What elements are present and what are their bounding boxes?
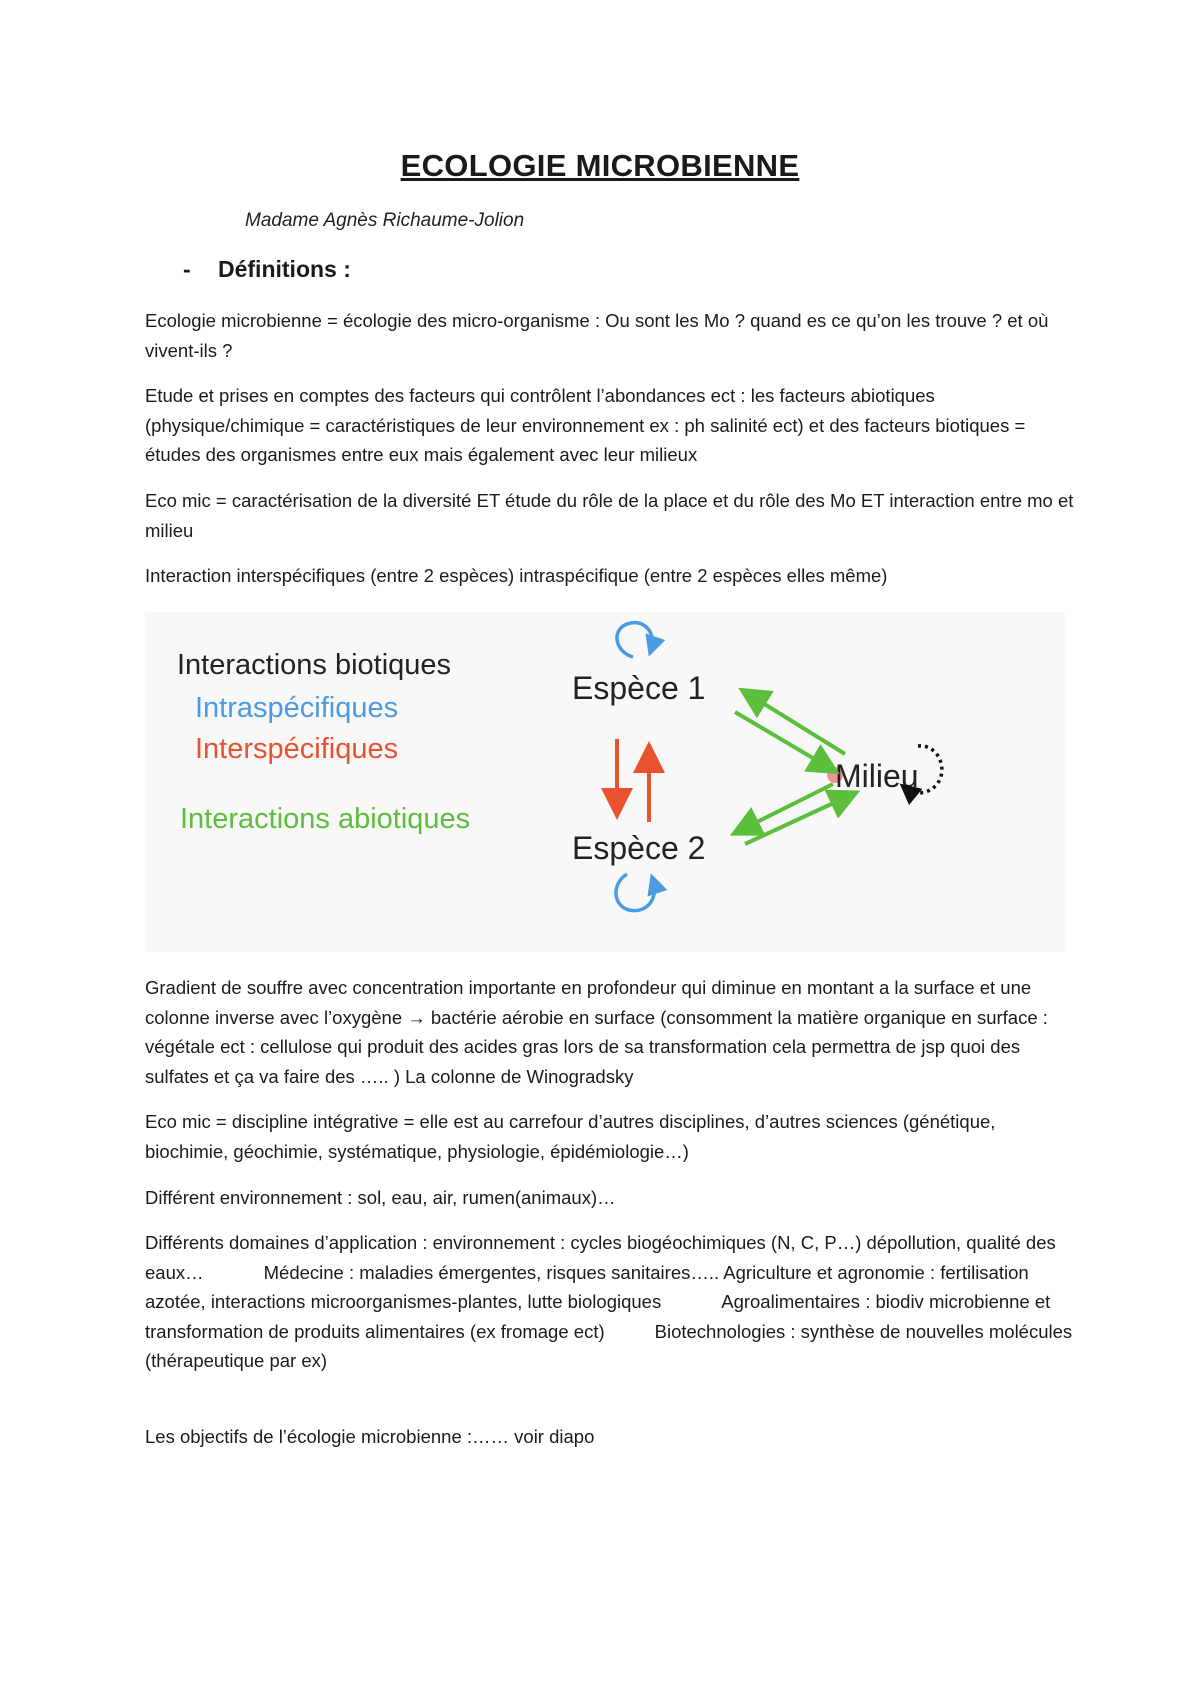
domaines-biotechnologies: Biotechnologies : synthèse de nouvelles molécules (thérapeutique par ex)	[145, 1320, 1073, 1371]
paragraph-facteurs: Etude et prises en comptes des facteurs qui contrôlent l’abondances ect : les facteurs abiotiques (physique/chimique = caractéristiques de leur environnement ex : ph salinité ect) et des facteurs biotiques = études des organismes entre eux mais également avec leur milieux	[145, 385, 1026, 465]
legend-inter-label: Interspécifiques	[195, 733, 399, 765]
document-title: ECOLOGIE MICROBIENNE	[400, 148, 800, 183]
species-2-intra-loop	[616, 874, 655, 911]
section-title: Définitions :	[218, 256, 351, 282]
legend-abiotic-label: Interactions abiotiques	[180, 803, 471, 835]
section-heading	[183, 256, 351, 283]
species-1-label: Espèce 1	[572, 670, 706, 706]
interactions-figure	[145, 612, 1065, 952]
paragraph-definition: Ecologie microbienne = écologie des micro-organisme : Ou sont les Mo ? quand es ce qu’on les trouve ? et où vivent-ils ?	[145, 310, 1049, 361]
milieu-label: Milieu	[835, 758, 919, 794]
domaines-medecine: Médecine : maladies émergentes, risques sanitaires…..	[263, 1261, 720, 1283]
abiotic-arrow-sp1-to-milieu	[735, 712, 833, 770]
interactions-diagram	[145, 612, 1065, 952]
paragraph-eco-mic: Eco mic = caractérisation de la diversité ET étude du rôle de la place et du rôle des Mo ET interaction entre mo et milieu	[145, 490, 1074, 541]
section-dash: -	[183, 256, 191, 282]
domaines-agroalimentaire: Agroalimentaires : biodiv microbienne et transformation de produits alimentaires (ex fromage ect)	[145, 1291, 1051, 1342]
species-2-label: Espèce 2	[572, 830, 706, 866]
legend-intra-label: Intraspécifiques	[195, 692, 399, 724]
paragraph-objectifs: Les objectifs de l’écologie microbienne :…… voir diapo	[145, 1426, 595, 1447]
legend-biotic-label: Interactions biotiques	[177, 649, 452, 681]
domaines-agriculture: Agriculture et agronomie : fertilisation azotée, interactions microorganismes-plantes, lutte biologiques	[145, 1261, 1029, 1312]
paragraph-integrative: Eco mic = discipline intégrative = elle est au carrefour d’autres disciplines, d’autres sciences (génétique, biochimie, géochimie, systématique, physiologie, épidémiologie…)	[145, 1111, 996, 1162]
paragraph-interactions: Interaction interspécifiques (entre 2 espèces) intraspécifique (entre 2 espèces elles même)	[145, 565, 888, 586]
author-line: Madame Agnès Richaume-Jolion	[245, 210, 525, 231]
abiotic-arrow-milieu-to-sp1	[745, 692, 845, 754]
species-1-intra-loop	[617, 623, 652, 657]
paragraph-gradient: Gradient de souffre avec concentration importante en profondeur qui diminue en montant a la surface et une colonne inverse avec l’oxygène → bactérie aérobie en surface (consomment la matière organique en surface : végétale ect : cellulose qui produit des acides gras lors de sa transformation cela permettra de jsp quoi des sulfates et ça va faire des ….. ) La colonne de Winogradsky	[145, 977, 1048, 1087]
paragraph-domaines	[145, 1228, 1075, 1376]
paragraph-environnement: Différent environnement : sol, eau, air, rumen(animaux)…	[145, 1187, 616, 1208]
domaines-environnement: Différents domaines d’application : environnement : cycles biogéochimiques (N, C, P…) dépollution, qualité des eaux…	[145, 1232, 1056, 1283]
